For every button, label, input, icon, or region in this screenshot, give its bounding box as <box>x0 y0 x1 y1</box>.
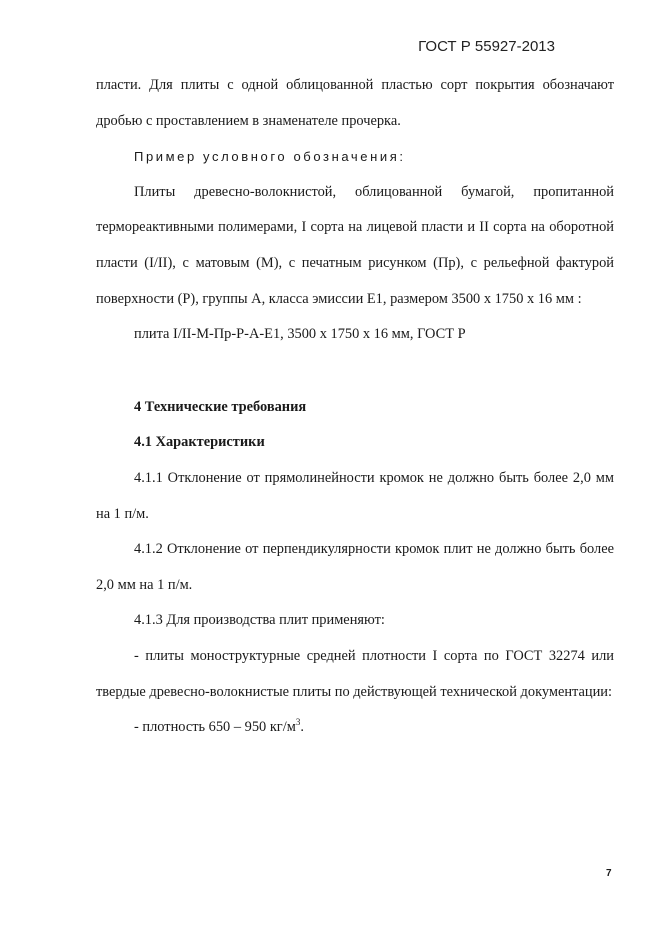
paragraph-continuation: пласти. Для плиты с одной облицованной пластью сорт покрытия обозначают дробью с проставлением в знаменателе прочерка. <box>96 77 614 129</box>
document-body <box>96 68 614 746</box>
example-description: Плиты древесно-волокнистой, облицованной бумагой, пропитанной термореактивными полимерами, I сорта на лицевой пласти и II сорта на оборотной пласти (I/II), с матовым (М), с печатным рисунком (Пр), с рельефной фактурой поверхности (Р), группы А, класса эмиссии Е1, размером 3500 x 1750 x 16 мм : <box>96 183 614 307</box>
section-heading: 4 Технические требования <box>134 398 307 415</box>
subsection-heading: 4.1 Характеристики <box>134 434 265 451</box>
density-text: - плотность 650 – 950 кг/м <box>134 719 296 736</box>
spacer <box>96 353 614 390</box>
example-designation: плита I/II-М-Пр-Р-А-Е1, 3500 x 1750 x 16 мм, ГОСТ Р <box>134 326 466 343</box>
standard-header: ГОСТ Р 55927-2013 <box>418 38 555 55</box>
list-item-plates: - плиты моноструктурные средней плотности I сорта по ГОСТ 32274 или твердые древесно-волокнистые плиты по действующей технической документации: <box>96 647 614 700</box>
list-item-density <box>96 710 614 746</box>
clause-4-1-3: 4.1.3 Для производства плит применяют: <box>134 612 385 629</box>
density-exponent: 3 <box>295 717 301 728</box>
density-period: . <box>300 719 304 736</box>
clause-4-1-1: 4.1.1 Отклонение от прямолинейности кромок не должно быть более 2,0 мм на 1 п/м. <box>96 469 614 522</box>
clause-4-1-2: 4.1.2 Отклонение от перпендикулярности кромок плит не должно быть более 2,0 мм на 1 п/м. <box>96 541 614 593</box>
page-number: 7 <box>606 868 612 879</box>
example-label: Пример условного обозначения: <box>134 149 406 165</box>
